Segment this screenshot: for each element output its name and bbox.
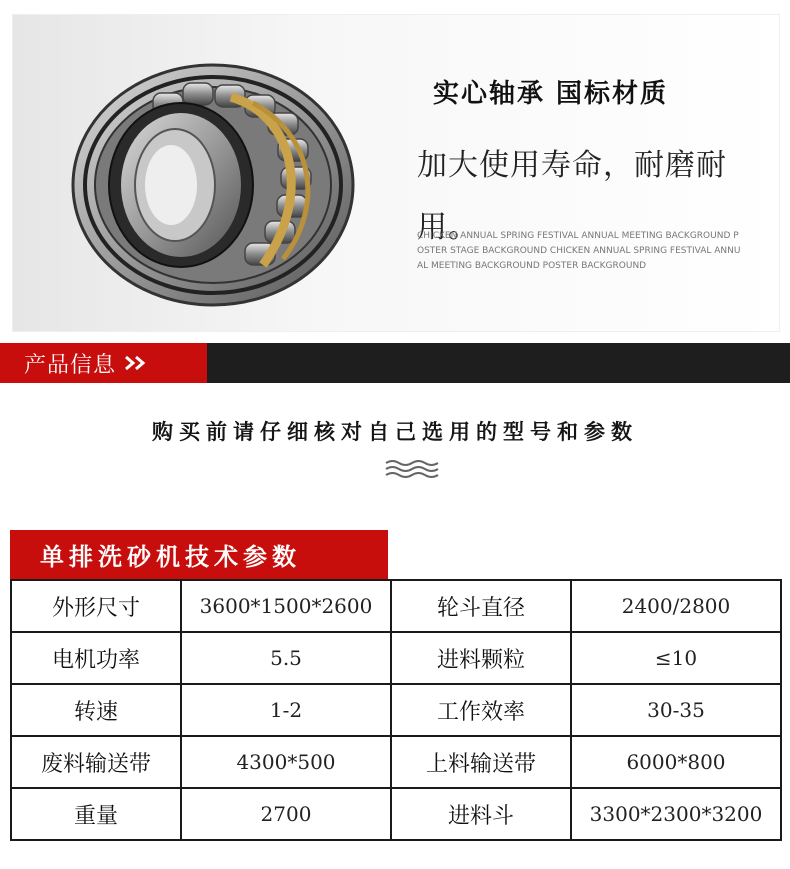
param-value: 6000*800	[571, 736, 781, 788]
table-row	[11, 788, 781, 840]
section-band	[0, 343, 790, 383]
param-value: 30-35	[571, 684, 781, 736]
param-label: 轮斗直径	[391, 580, 571, 632]
wave-divider-icon	[384, 458, 440, 480]
param-label: 进料颗粒	[391, 632, 571, 684]
param-value: 5.5	[181, 632, 391, 684]
hero-banner	[12, 14, 780, 332]
param-label: 重量	[11, 788, 181, 840]
param-label: 外形尺寸	[11, 580, 181, 632]
param-value: 3600*1500*2600	[181, 580, 391, 632]
param-label: 进料斗	[391, 788, 571, 840]
param-label: 工作效率	[391, 684, 571, 736]
param-value: ≤10	[571, 632, 781, 684]
spec-table	[10, 579, 782, 841]
hero-subtitle: 加大使用寿命，耐磨耐用。	[417, 148, 727, 245]
table-row	[11, 736, 781, 788]
double-chevron-right-icon	[124, 355, 152, 371]
section-label: 产品信息	[24, 352, 117, 378]
table-row	[11, 580, 781, 632]
spec-table-title: 单排洗砂机技术参数	[40, 543, 301, 571]
param-value: 3300*2300*3200	[571, 788, 781, 840]
hero-headline: 实心轴承 国标材质	[433, 79, 669, 109]
param-label: 废料输送带	[11, 736, 181, 788]
purchase-notice: 购买前请仔细核对自己选用的型号和参数	[152, 420, 638, 444]
param-label: 上料输送带	[391, 736, 571, 788]
param-value: 2700	[181, 788, 391, 840]
param-label: 转速	[11, 684, 181, 736]
param-value: 2400/2800	[571, 580, 781, 632]
param-value: 4300*500	[181, 736, 391, 788]
spec-table-title-bar	[10, 530, 388, 579]
bearing-image	[63, 45, 363, 315]
table-row	[11, 632, 781, 684]
section-tab	[0, 343, 207, 383]
param-value: 1-2	[181, 684, 391, 736]
hero-decorative-text: CHICKEN ANNUAL SPRING FESTIVAL ANNUAL MEETING BACKGROUND POSTER STAGE BACKGROUND CHICKEN ANNUAL SPRING FESTIVAL ANNUAL MEETING BACKGROUND POSTER BACKGROUND	[417, 231, 741, 271]
table-row	[11, 684, 781, 736]
param-label: 电机功率	[11, 632, 181, 684]
